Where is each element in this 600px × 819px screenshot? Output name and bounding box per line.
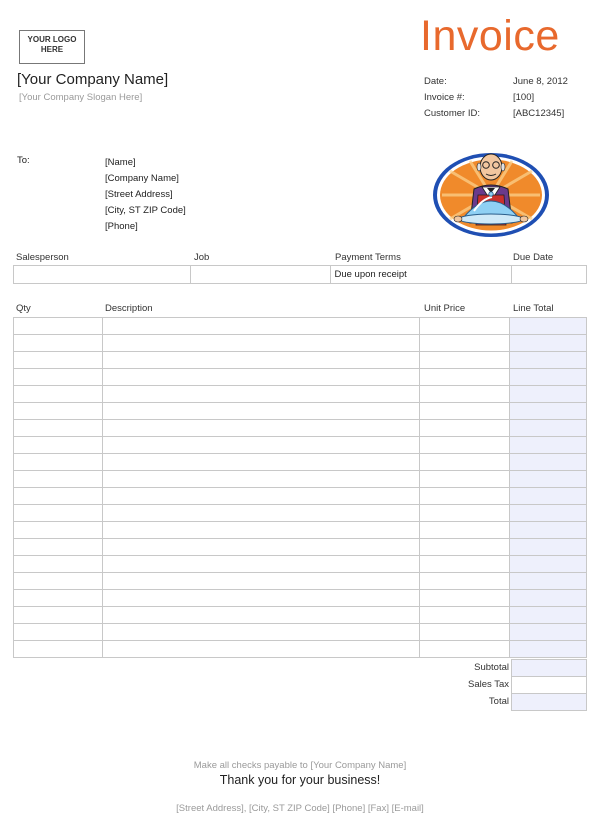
table-row (14, 352, 587, 369)
description-cell[interactable] (103, 454, 420, 471)
unit-price-cell[interactable] (420, 488, 509, 505)
qty-cell[interactable] (14, 318, 103, 335)
qty-cell[interactable] (14, 352, 103, 369)
description-header: Description (105, 303, 153, 314)
description-cell[interactable] (103, 369, 420, 386)
line-total-cell[interactable] (509, 488, 586, 505)
qty-cell[interactable] (14, 420, 103, 437)
table-row (14, 590, 587, 607)
line-total-cell[interactable] (509, 539, 586, 556)
table-row (14, 539, 587, 556)
qty-cell[interactable] (14, 539, 103, 556)
table-row (14, 437, 587, 454)
unit-price-cell[interactable] (420, 641, 509, 658)
due-date-header: Due Date (513, 252, 554, 263)
qty-cell[interactable] (14, 488, 103, 505)
description-cell[interactable] (103, 624, 420, 641)
bill-to-company: [Company Name] (105, 173, 179, 184)
table-row (14, 505, 587, 522)
line-total-cell[interactable] (509, 369, 586, 386)
line-total-cell[interactable] (509, 454, 586, 471)
salesperson-header: Salesperson (16, 252, 69, 263)
footer-contact-line: [Street Address], [City, ST ZIP Code] [Phone] [Fax] [E-mail] (176, 803, 424, 814)
table-row (14, 386, 587, 403)
invoice-number-value: [100] (513, 92, 535, 103)
date-label: Date: (424, 76, 447, 87)
table-row (14, 641, 587, 658)
line-total-cell[interactable] (509, 590, 586, 607)
date-value: June 8, 2012 (513, 76, 568, 87)
company-name: [Your Company Name] (17, 71, 169, 88)
qty-cell[interactable] (14, 522, 103, 539)
due-date-cell[interactable] (511, 266, 586, 284)
unit-price-cell[interactable] (420, 403, 509, 420)
qty-cell[interactable] (14, 335, 103, 352)
thank-you-message: Thank you for your business! (219, 773, 381, 787)
qty-cell[interactable] (14, 590, 103, 607)
logo-line-1: YOUR LOGO (27, 35, 77, 44)
unit-price-cell[interactable] (420, 318, 509, 335)
description-cell[interactable] (103, 352, 420, 369)
description-cell[interactable] (103, 607, 420, 624)
unit-price-cell[interactable] (420, 386, 509, 403)
qty-cell[interactable] (14, 641, 103, 658)
unit-price-cell[interactable] (420, 437, 509, 454)
bill-to-address (105, 155, 186, 235)
company-logo-placeholder (19, 30, 85, 64)
unit-price-cell[interactable] (420, 522, 509, 539)
table-row (14, 454, 587, 471)
line-total-cell[interactable] (509, 420, 586, 437)
qty-header: Qty (16, 303, 31, 314)
waiter-illustration (430, 145, 552, 243)
sales-tax-label: Sales Tax (467, 679, 509, 690)
qty-cell[interactable] (14, 386, 103, 403)
line-total-header: Line Total (513, 303, 554, 314)
table-row (14, 369, 587, 386)
description-cell[interactable] (103, 403, 420, 420)
qty-cell[interactable] (14, 556, 103, 573)
bill-to-street: [Street Address] (105, 189, 173, 200)
unit-price-cell[interactable] (420, 607, 509, 624)
description-cell[interactable] (103, 641, 420, 658)
line-total-cell[interactable] (509, 437, 586, 454)
qty-cell[interactable] (14, 437, 103, 454)
job-cell[interactable] (191, 266, 331, 284)
payment-terms-cell[interactable]: Due upon receipt (331, 266, 511, 284)
invoice-title: Invoice (420, 12, 560, 60)
subtotal-value[interactable] (512, 660, 587, 677)
unit-price-cell[interactable] (420, 420, 509, 437)
line-total-cell[interactable] (509, 403, 586, 420)
table-row (14, 335, 587, 352)
unit-price-cell[interactable] (420, 454, 509, 471)
logo-line-2: HERE (40, 45, 64, 54)
line-total-cell[interactable] (509, 624, 586, 641)
bill-to-phone: [Phone] (105, 221, 138, 232)
bill-to-name: [Name] (105, 157, 136, 168)
table-row (14, 573, 587, 590)
totals-table (511, 659, 587, 711)
line-total-cell[interactable] (509, 471, 586, 488)
qty-cell[interactable] (14, 573, 103, 590)
description-cell[interactable] (103, 539, 420, 556)
payment-terms-header: Payment Terms (335, 252, 401, 263)
table-row (14, 420, 587, 437)
description-cell[interactable] (103, 556, 420, 573)
unit-price-header: Unit Price (424, 303, 466, 314)
qty-cell[interactable] (14, 403, 103, 420)
qty-cell[interactable] (14, 607, 103, 624)
table-row (14, 624, 587, 641)
table-row (14, 556, 587, 573)
description-cell[interactable] (103, 437, 420, 454)
table-row (14, 471, 587, 488)
description-cell[interactable] (103, 488, 420, 505)
description-cell[interactable] (103, 420, 420, 437)
line-items-table (13, 317, 587, 658)
table-row (14, 488, 587, 505)
description-cell[interactable] (103, 386, 420, 403)
description-cell[interactable] (103, 522, 420, 539)
bill-to-label: To: (17, 155, 30, 166)
line-total-cell[interactable] (509, 641, 586, 658)
line-total-cell[interactable] (509, 386, 586, 403)
description-cell[interactable] (103, 471, 420, 488)
unit-price-cell[interactable] (420, 335, 509, 352)
unit-price-cell[interactable] (420, 505, 509, 522)
total-label: Total (488, 696, 509, 707)
salesperson-cell[interactable] (14, 266, 191, 284)
description-cell[interactable] (103, 573, 420, 590)
unit-price-cell[interactable] (420, 573, 509, 590)
line-total-cell[interactable] (509, 556, 586, 573)
line-total-cell[interactable] (509, 573, 586, 590)
company-slogan: [Your Company Slogan Here] (19, 92, 143, 103)
unit-price-cell[interactable] (420, 369, 509, 386)
unit-price-cell[interactable] (420, 471, 509, 488)
qty-cell[interactable] (14, 624, 103, 641)
customer-id-label: Customer ID: (424, 108, 480, 119)
qty-cell[interactable] (14, 471, 103, 488)
table-row (14, 607, 587, 624)
subtotal-label: Subtotal (474, 662, 509, 673)
unit-price-cell[interactable] (420, 624, 509, 641)
description-cell[interactable] (103, 590, 420, 607)
total-value[interactable] (512, 694, 587, 711)
unit-price-cell[interactable] (420, 556, 509, 573)
description-cell[interactable] (103, 318, 420, 335)
line-total-cell[interactable] (509, 352, 586, 369)
line-total-cell[interactable] (509, 335, 586, 352)
info-row (14, 266, 587, 284)
line-total-cell[interactable] (509, 505, 586, 522)
table-row (14, 522, 587, 539)
line-total-cell[interactable] (509, 522, 586, 539)
job-header: Job (194, 252, 210, 263)
sales-tax-value[interactable] (512, 677, 587, 694)
unit-price-cell[interactable] (420, 539, 509, 556)
line-total-cell[interactable] (509, 318, 586, 335)
table-row (14, 403, 587, 420)
qty-cell[interactable] (14, 369, 103, 386)
customer-id-value: [ABC12345] (513, 108, 565, 119)
line-total-cell[interactable] (509, 607, 586, 624)
info-table (13, 265, 587, 284)
description-cell[interactable] (103, 335, 420, 352)
qty-cell[interactable] (14, 454, 103, 471)
table-row (14, 318, 587, 335)
invoice-number-label: Invoice #: (424, 92, 465, 103)
description-cell[interactable] (103, 505, 420, 522)
unit-price-cell[interactable] (420, 590, 509, 607)
bill-to-city: [City, ST ZIP Code] (105, 205, 186, 216)
qty-cell[interactable] (14, 505, 103, 522)
unit-price-cell[interactable] (420, 352, 509, 369)
checks-payable-note: Make all checks payable to [Your Company Name] (193, 760, 407, 771)
